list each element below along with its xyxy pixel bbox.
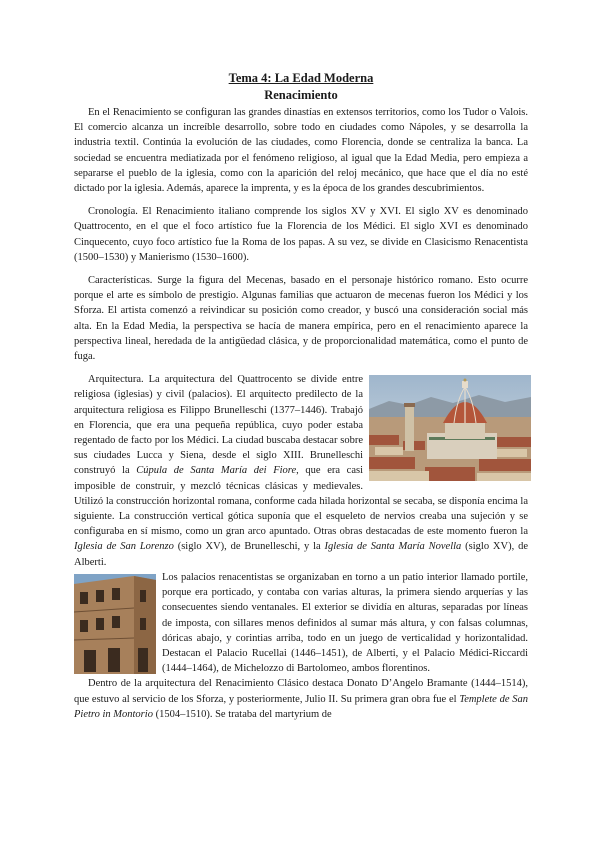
intro-paragraph: En el Renacimiento se configuran las grandes dinastías en extensos territorios, como los Tudor o Valois. El comercio alcanza un increíble desarrollo, sobre todo en ciudades como Nápoles, y se desarrolla la industria textil. Continúa la evolución de las ciudades, como Florencia, donde se centraliza la banca. La sociedad se encuentra mediatizada por el fenómeno religioso, al igual que la Edad Media, pero empieza a separarse el pueblo de la iglesia, como con la aparición del reloj mecánico, que hace que el día no esté dictado por la iglesia. Además, aparece la imprenta, y es la época de los grandes descubrimientos.: [74, 107, 528, 195]
palazzo-photo: [74, 574, 156, 674]
florence-cathedral-photo: [369, 375, 531, 481]
bramante-paragraph: Dentro de la arquitectura del Renacimiento Clásico destaca Donato D’Angelo Bramante (1444–1514), que estuvo al servicio de los Sforza, y posteriormente, Julio II. Su primera gran obra fue el Templete de San Pietro in Montorio (1504–1510). Se trataba del martyrium de: [74, 678, 529, 720]
cupola-title: Cúpula de Santa María dei Fiore: [136, 465, 297, 477]
page-title: Tema 4: La Edad Moderna: [228, 71, 374, 85]
document-page: [74, 66, 528, 722]
santa-maria-novella-title: Iglesia de Santa María Novella: [324, 541, 462, 553]
section-subtitle: Renacimiento: [264, 88, 338, 102]
architecture-paragraph: Arquitectura. La arquitectura del Quattrocento se divide entre religiosa (iglesias) y civil (palacios). El arquitecto predilecto de la arquitectura religiosa es Filippo Brunelleschi (1377–1446). Trabajó en Florencia, que era una pequeña república, cuyo poder estaba regentado de facto por los Médici. La ciudad buscaba destacar sobre sus ciudades Lucca y Siena, desde el siglo XIII. Brunelleschi construyó la Cúpula de Santa María dei Fiore, que era casi imposible de construir, y mezcló técnicas clásicas y medievales. Utilizó la construcción horizontal romana, conforme cada hilada horizontal se secaba, se disponía encima la siguiente. La construcción vertical gótica suponía que el esqueleto de nervios creaba una sujeción y se configuraba en sí mismo, como un gran arco apuntado. Otras obras destacadas de este momento fueron la Iglesia de San Lorenzo (siglo XV), de Brunelleschi, y la Iglesia de Santa María Novella (siglo XV), de Alberti.: [74, 372, 528, 570]
characteristics-paragraph: Características. Surge la figura del Mecenas, basado en el personaje histórico romano. Esto ocurre porque el arte es símbolo de prestigio. Algunas familias que actuaron de mecenas fueron los Médici y los Sforza. El artista comenzó a reivindicar su posición como creador, y buscó una consideración social más alta. En la Edad Media, la perspectiva se hacía de manera empírica, pero en el renacimiento aparece la perspectiva lineal, heredada de la antigüedad clásica, y de proporcionalidad matemática, como el punto de fuga.: [74, 275, 528, 363]
chronology-paragraph: Cronología. El Renacimiento italiano comprende los siglos XV y XVI. El siglo XV es denominado Quattrocento, en el que el foco artístico fue la Florencia de los Médici. El siglo XVI es denominado Cinquecento, cuyo foco artístico fue la Roma de los papas. A su vez, se divide en Clasicismo Renacentista (1500–1530) y Manierismo (1530–1600).: [74, 206, 528, 263]
templete-title: Templete de San Pietro in Montorio: [74, 693, 529, 720]
palaces-paragraph: Los palacios renacentistas se organizaban en torno a un patio interior llamado portile, porque era porticado, y contaba con varias alturas, la primera siendo arquerías y las consecuentes siendo ventanales. El exterior se dividía en alturas, separadas por líneas de imposta, con sillares menos definidos al sumar más altura, y con falsas columnas, dóricas abajo, y corintias arriba, todo en un juego de verticalidad y horizontalidad. Destacan el Palacio Rucellai (1446–1451), de Alberti, y el Palacio Médici-Riccardi (1444–1464), de Michelozzo di Bartolomeo, ambos florentinos.: [74, 570, 528, 676]
san-lorenzo-title: Iglesia de San Lorenzo: [74, 541, 174, 553]
